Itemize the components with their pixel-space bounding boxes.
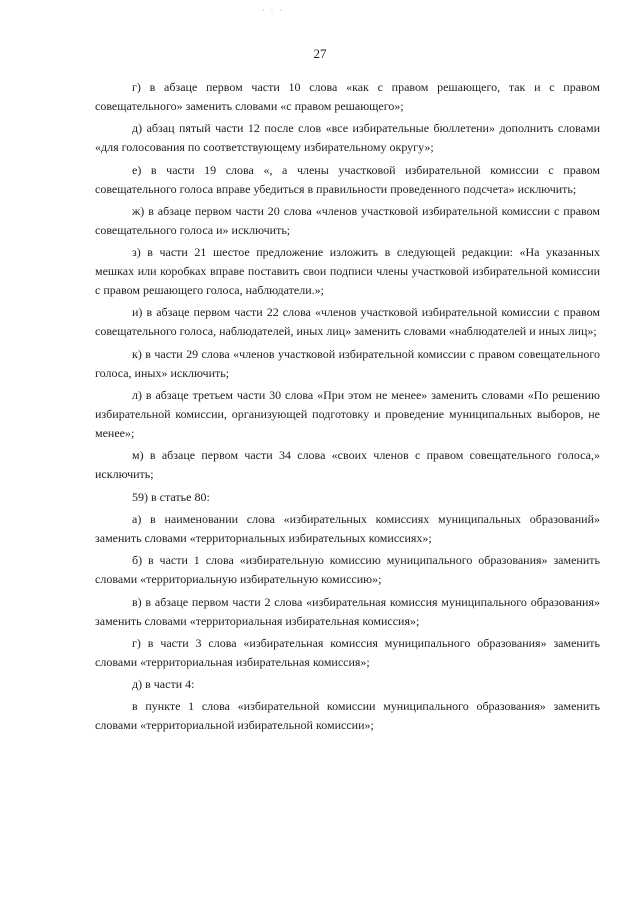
paragraph-a-title: а) в наименовании слова «избирательных комиссиях муниципальных образований» заменить словами «территориальных избирательных комиссиях»;: [95, 511, 600, 545]
paragraph-zh-part-20: ж) в абзаце первом части 20 слова «членов участковой избирательной комиссии с правом совещательного голоса и» исключить;: [95, 203, 600, 237]
scan-mark: · · ·: [262, 6, 284, 15]
document-body: [95, 78, 600, 739]
paragraph-point-1: в пункте 1 слова «избирательной комиссии муниципального образования» заменить словами «территориальной избирательной комиссии»;: [95, 699, 600, 733]
paragraph-i-part-22: и) в абзаце первом части 22 слова «членов участковой избирательной комиссии с правом совещательного голоса, наблюдателей, иных лиц» заменить словами «наблюдателей и иных лиц»;: [95, 305, 600, 339]
paragraph-z-part-21: з) в части 21 шестое предложение изложить в следующей редакции: «На указанных мешках или коробках вправе поставить свои подписи члены участковой избирательной комиссии с правом решающего голоса, наблюдатели.»;: [95, 245, 600, 298]
page-number: 27: [313, 46, 327, 61]
paragraph-v-part-2: в) в абзаце первом части 2 слова «избирательная комиссия муниципального образования» заменить словами «территориальная избирательная комиссия»;: [95, 594, 600, 628]
paragraph-d-part-4: д) в части 4:: [132, 677, 195, 692]
paragraph-g-part-10: г) в абзаце первом части 10 слова «как с правом решающего, так и с правом совещательного» заменить словами «с правом решающего»;: [95, 80, 600, 113]
paragraph-g-part-3: г) в части 3 слова «избирательная комиссия муниципального образования» заменить словами «территориальная избирательная комиссия»;: [95, 635, 600, 669]
paragraph-d-part-12: д) абзац пятый части 12 после слов «все избирательные бюллетени» дополнить словами «для голосования по соответствующему избирательному округу»;: [95, 121, 600, 155]
paragraph-m-part-34: м) в абзаце первом части 34 слова «своих членов с правом совещательного голоса,» исключить;: [95, 448, 600, 482]
paragraph-e-part-19: е) в части 19 слова «, а члены участковой избирательной комиссии с правом совещательного голоса вправе убедиться в правильности проведенного подсчета» исключить;: [95, 162, 600, 196]
paragraph-b-part-1: б) в части 1 слова «избирательную комиссию муниципального образования» заменить словами «территориальную избирательную комиссию»;: [95, 553, 600, 587]
item-59-article-80: 59) в статье 80:: [132, 489, 210, 504]
paragraph-k-part-29: к) в части 29 слова «членов участковой избирательной комиссии с правом совещательного голоса, иных» исключить;: [95, 346, 600, 380]
paragraph-l-part-30: л) в абзаце третьем части 30 слова «При этом не менее» заменить словами «По решению избирательной комиссии, организующей подготовку и проведение муниципальных выборов, не менее»;: [95, 388, 600, 441]
